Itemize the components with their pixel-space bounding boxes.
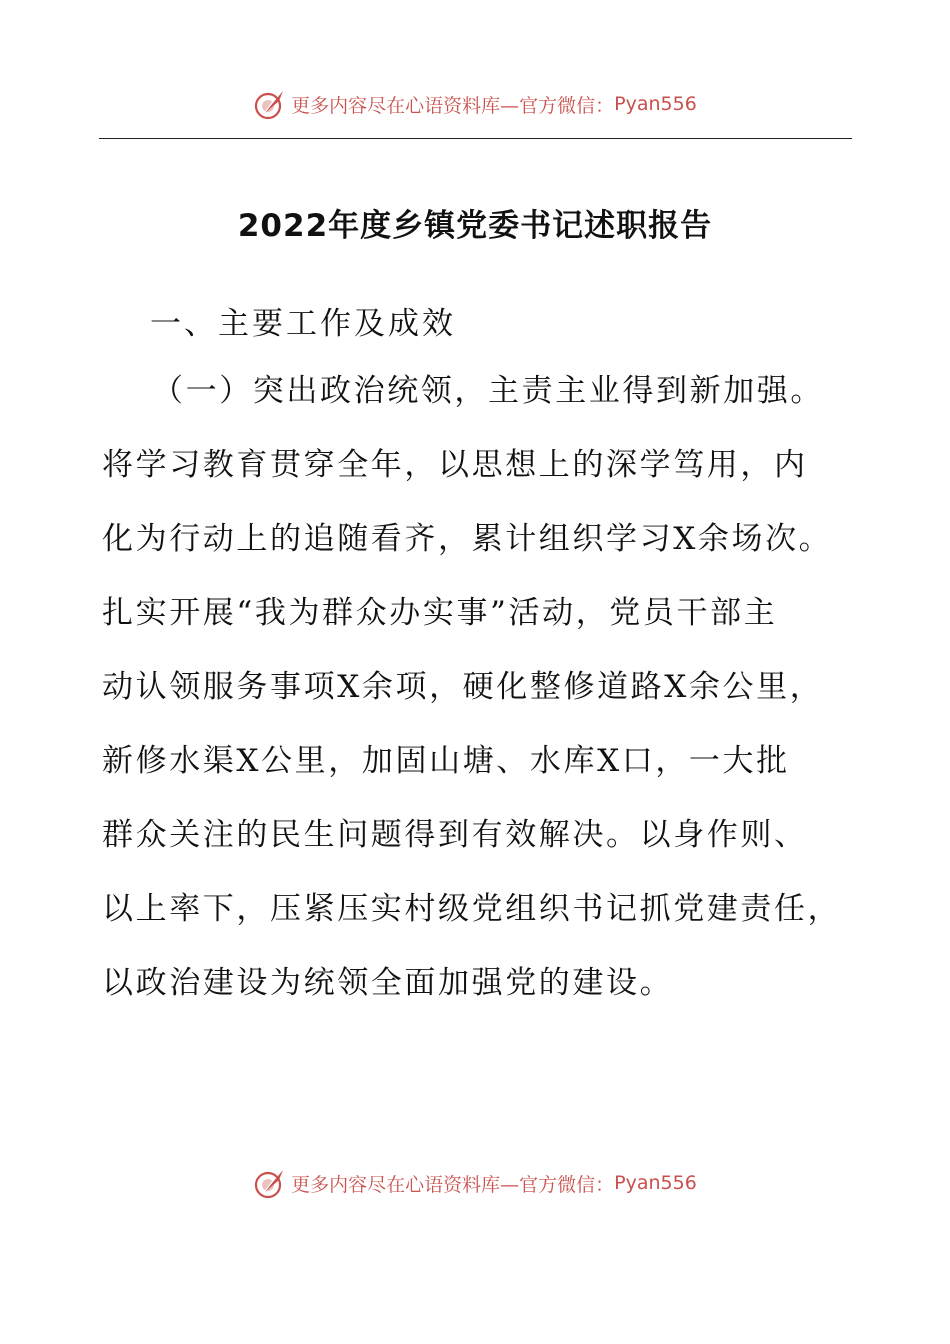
- paragraph-line: 群众关注的民生问题得到有效解决。以身作则、: [102, 817, 808, 853]
- watermark-text: 更多内容尽在心语资料库—官方微信：: [291, 94, 615, 117]
- paragraph-line: 扎实开展“我为群众办实事”活动，党员干部主: [102, 595, 778, 631]
- header-watermark: [0, 84, 950, 124]
- watermark-id: Pyan556: [614, 1172, 697, 1194]
- header-divider: [99, 138, 852, 139]
- paragraph-line: 新修水渠X公里，加固山塘、水库X口，一大批: [102, 743, 790, 779]
- document-title: 2022年度乡镇党委书记述职报告: [237, 208, 713, 244]
- body-paragraph: [102, 364, 882, 1030]
- paragraph-line: 将学习教育贯穿全年，以思想上的深学笃用，内: [102, 447, 808, 483]
- paragraph-line: 化为行动上的追随看齐，累计组织学习X余场次。: [102, 521, 833, 557]
- quill-logo-icon: [253, 1166, 287, 1200]
- paragraph-line: 动认领服务事项X余项，硬化整修道路X余公里，: [102, 669, 824, 705]
- quill-logo-icon: [253, 87, 287, 121]
- watermark-id: Pyan556: [614, 93, 697, 115]
- paragraph-line: 以政治建设为统领全面加强党的建设。: [102, 965, 674, 1001]
- section-heading: 一、主要工作及成效: [150, 306, 456, 342]
- paragraph-line: （一）突出政治统领，主责主业得到新加强。: [152, 373, 824, 409]
- footer-watermark: [0, 1163, 950, 1203]
- paragraph-line: 以上率下，压紧压实村级党组织书记抓党建责任，: [102, 891, 842, 927]
- watermark-text: 更多内容尽在心语资料库—官方微信：: [291, 1173, 615, 1196]
